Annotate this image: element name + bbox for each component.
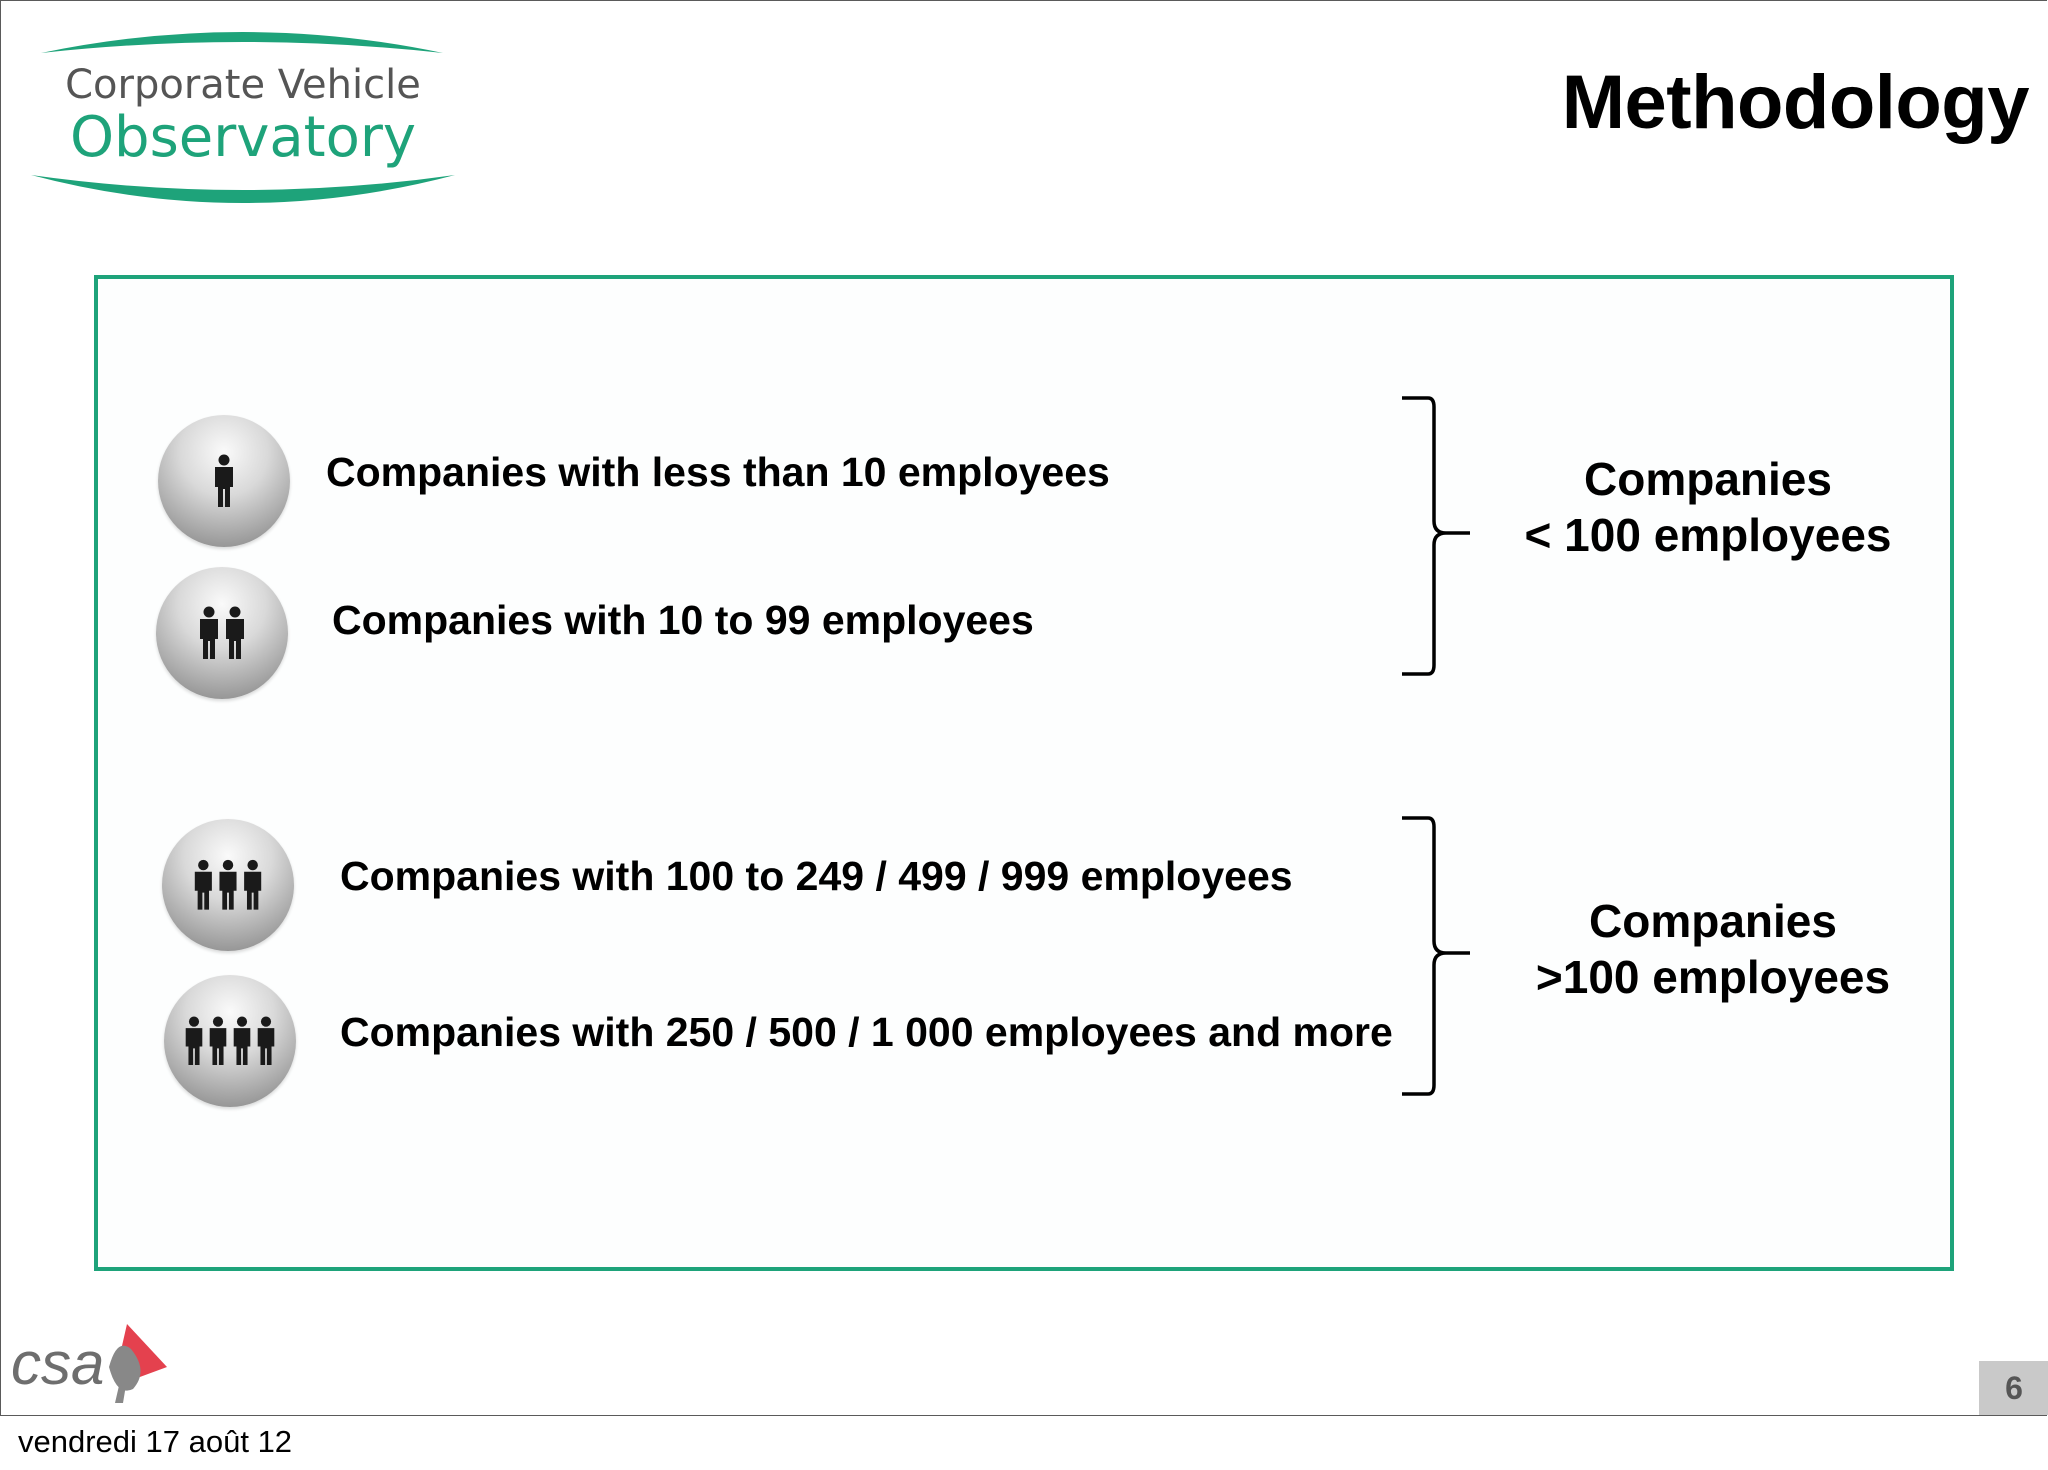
footer-date: vendredi 17 août 12: [18, 1424, 293, 1459]
group-large-line2: >100 employees: [1535, 951, 1891, 1003]
csa-logo: [9, 1319, 169, 1409]
group-small-line1: Companies: [1584, 453, 1832, 505]
brace-small-companies: [1398, 395, 1488, 679]
three-people-icon: [162, 819, 294, 951]
content-frame: [94, 275, 1954, 1271]
four-people-icon: [164, 975, 296, 1107]
group-label-small: [1518, 451, 1898, 563]
corporate-vehicle-observatory-logo: [23, 23, 463, 219]
group-small-line2: < 100 employees: [1524, 509, 1892, 561]
group-large-line1: Companies: [1589, 895, 1837, 947]
logo-line2: Observatory: [69, 105, 417, 170]
group-label-large: [1518, 893, 1908, 1005]
two-people-icon: [156, 567, 288, 699]
row-label-3: Companies with 100 to 249 / 499 / 999 employees: [340, 853, 1293, 899]
one-person-icon: [158, 415, 290, 547]
logo-line1: Corporate Vehicle: [65, 62, 421, 108]
csa-wordmark: csa: [11, 1330, 105, 1397]
brace-large-companies: [1398, 815, 1488, 1099]
row-label-4: Companies with 250 / 500 / 1 000 employees and more: [340, 1009, 1393, 1055]
page-number: 6: [1979, 1361, 2048, 1415]
row-label-1: Companies with less than 10 employees: [326, 449, 1110, 495]
row-label-2: Companies with 10 to 99 employees: [332, 597, 1034, 643]
page-title: Methodology: [1561, 60, 2029, 145]
